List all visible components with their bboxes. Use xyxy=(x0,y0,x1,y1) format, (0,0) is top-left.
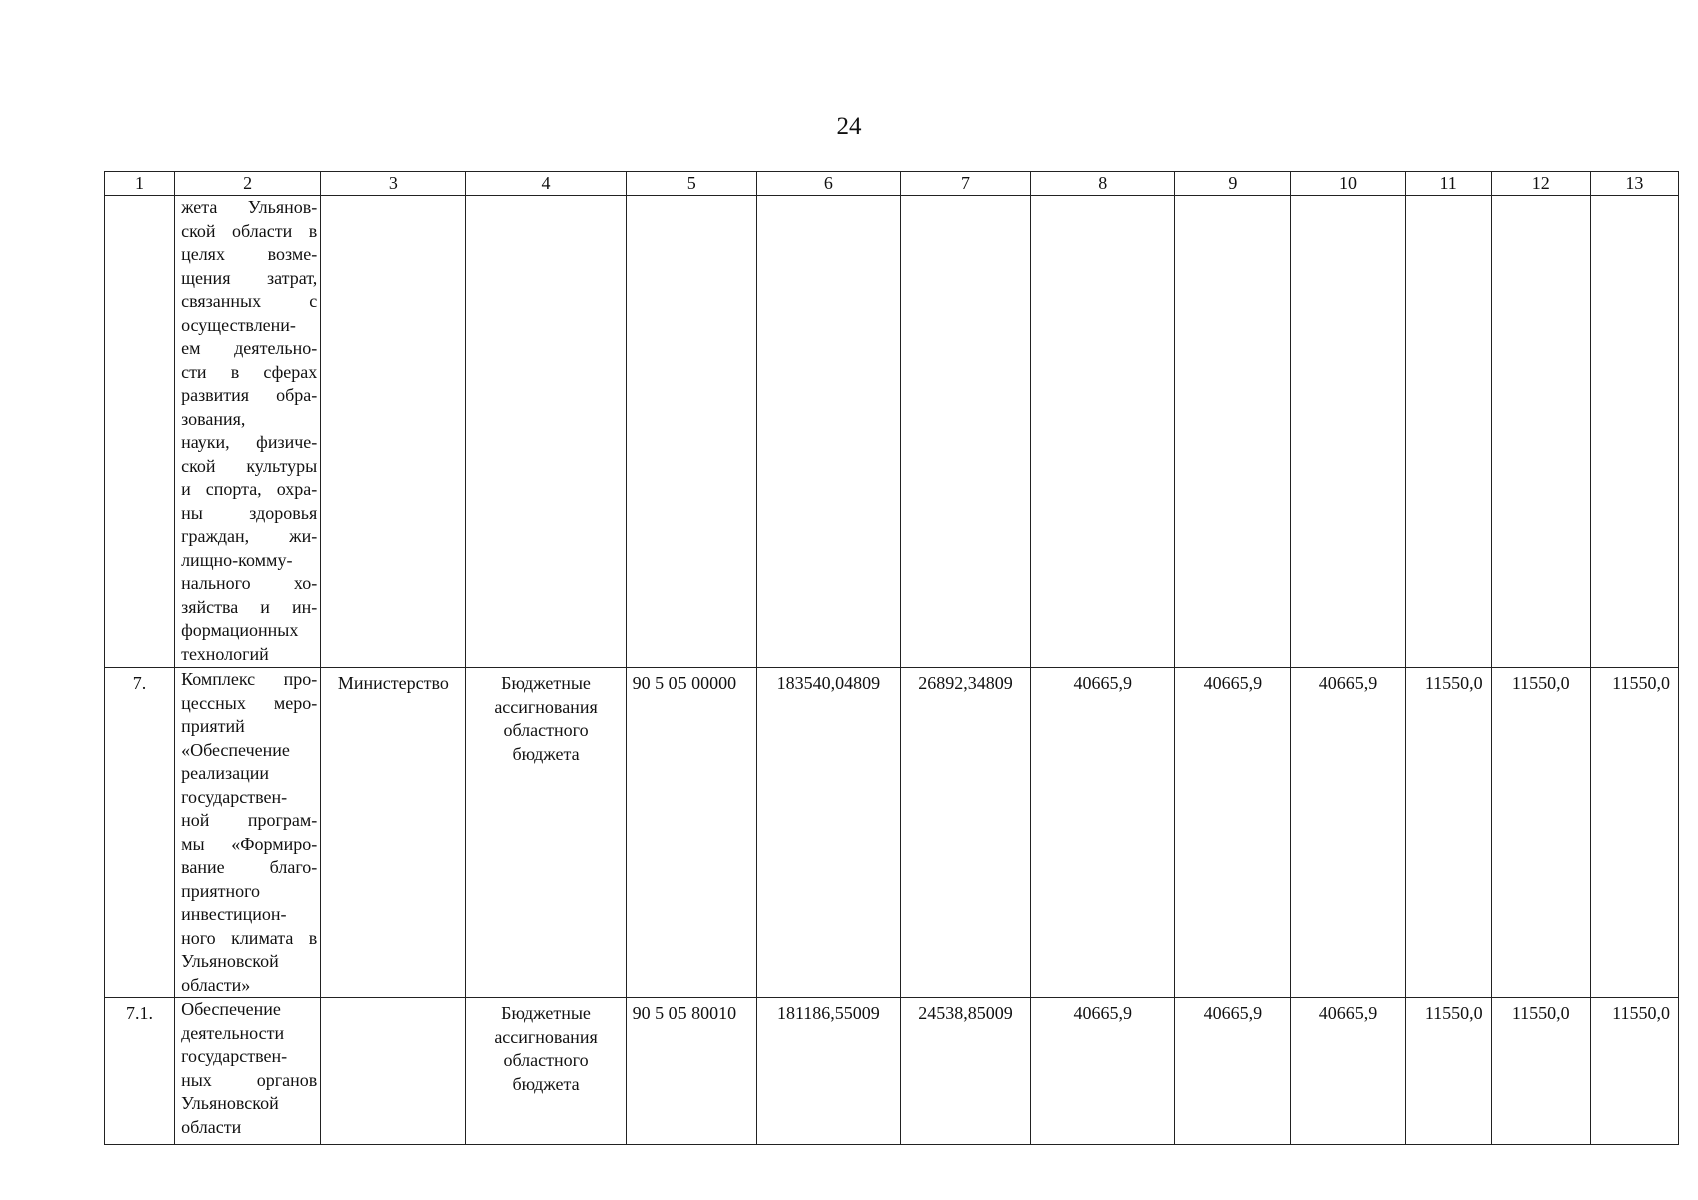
year-amount: 40665,9 xyxy=(1291,998,1405,1145)
text-line: мы «Формиро- xyxy=(181,833,318,854)
text-line: Бюджетные xyxy=(501,673,591,693)
text-line: ного климата в xyxy=(181,927,318,948)
year-amount: 24538,85009 xyxy=(900,998,1030,1145)
funding-source xyxy=(466,196,626,668)
text-line: областного xyxy=(503,720,589,740)
text-line: ной програм- xyxy=(181,810,318,830)
column-header: 9 xyxy=(1175,172,1291,196)
text-line: осуществлени- xyxy=(181,314,296,335)
page-number: 24 xyxy=(836,113,862,140)
text-line: науки, физиче- xyxy=(181,432,318,452)
column-header: 3 xyxy=(321,172,466,196)
year-amount xyxy=(1031,196,1175,668)
text-line: ем деятельно- xyxy=(181,338,318,358)
year-amount: 11550,0 xyxy=(1405,998,1491,1145)
text-line: лищно-комму- xyxy=(181,549,293,570)
column-header: 4 xyxy=(466,172,626,196)
text-line: области» xyxy=(181,974,251,995)
text-line: щения затрат, xyxy=(181,267,318,288)
year-amount xyxy=(1291,196,1405,668)
text-line: цессных меро- xyxy=(181,692,318,713)
text-line: нального хо- xyxy=(181,573,318,593)
text-line: Бюджетные xyxy=(501,1003,591,1023)
text-line: Ульяновской xyxy=(181,951,279,971)
row-number: 7.1. xyxy=(105,998,175,1145)
text-line: бюджета xyxy=(512,1073,580,1094)
column-header: 6 xyxy=(756,172,900,196)
column-header: 13 xyxy=(1590,172,1678,196)
text-line: приятий xyxy=(181,716,245,736)
text-line: и спорта, охра- xyxy=(181,479,318,499)
text-line: зяйства и ин- xyxy=(181,596,318,617)
column-header: 7 xyxy=(900,172,1030,196)
total-amount xyxy=(756,196,900,668)
text-line: развития обра- xyxy=(181,385,318,405)
table-row xyxy=(105,196,1679,668)
text-line: Обеспечение xyxy=(181,999,281,1019)
year-amount: 40665,9 xyxy=(1175,668,1291,998)
text-line: ской культуры xyxy=(181,455,318,476)
text-line: «Обеспечение xyxy=(181,739,290,760)
responsible-executor: Министерство xyxy=(321,668,466,998)
text-line: зования, xyxy=(181,408,246,429)
year-amount: 26892,34809 xyxy=(900,668,1030,998)
year-amount: 11550,0 xyxy=(1491,998,1590,1145)
row-number: 7. xyxy=(105,668,175,998)
item-name xyxy=(175,196,321,668)
column-header: 8 xyxy=(1031,172,1175,196)
text-line: Ульяновской xyxy=(181,1093,279,1113)
total-amount: 181186,55009 xyxy=(756,998,900,1145)
year-amount: 11550,0 xyxy=(1590,668,1678,998)
text-line: бюджета xyxy=(512,743,580,764)
year-amount: 40665,9 xyxy=(1031,998,1175,1145)
text-line: ской области в xyxy=(181,220,318,241)
budget-code: 90 5 05 00000 xyxy=(626,668,756,998)
year-amount: 11550,0 xyxy=(1405,668,1491,998)
text-line: государствен- xyxy=(181,786,288,807)
text-line: ассигнования xyxy=(494,1026,598,1047)
text-line: реализации xyxy=(181,763,270,783)
text-line: ассигнования xyxy=(494,696,598,717)
text-line: приятного xyxy=(181,880,261,901)
row-number xyxy=(105,196,175,668)
year-amount: 11550,0 xyxy=(1590,998,1678,1145)
year-amount: 40665,9 xyxy=(1031,668,1175,998)
total-amount: 183540,04809 xyxy=(756,668,900,998)
text-line: связанных с xyxy=(181,291,318,311)
column-number-row xyxy=(105,172,1679,196)
year-amount xyxy=(1175,196,1291,668)
text-line: вание благо- xyxy=(181,857,318,877)
text-line: граждан, жи- xyxy=(181,526,318,546)
year-amount xyxy=(1491,196,1590,668)
text-line: технологий xyxy=(181,643,269,664)
year-amount: 40665,9 xyxy=(1175,998,1291,1145)
budget-code: 90 5 05 80010 xyxy=(626,998,756,1145)
column-header: 11 xyxy=(1405,172,1491,196)
budget-table xyxy=(104,171,1679,1145)
text-line: области xyxy=(181,1116,242,1137)
budget-code xyxy=(626,196,756,668)
text-line: жета Ульянов- xyxy=(181,197,318,217)
text-line: сти в сферах xyxy=(181,361,318,382)
text-line: формационных xyxy=(181,620,299,640)
column-header: 12 xyxy=(1491,172,1590,196)
text-line: Комплекс про- xyxy=(181,669,318,689)
text-line: целях возме- xyxy=(181,244,318,264)
responsible-executor xyxy=(321,998,466,1145)
year-amount: 11550,0 xyxy=(1491,668,1590,998)
funding-source xyxy=(466,998,626,1145)
text-line: ных органов xyxy=(181,1069,318,1090)
responsible-executor xyxy=(321,196,466,668)
table-row xyxy=(105,998,1679,1145)
text-line: областного xyxy=(503,1050,589,1070)
text-line: государствен- xyxy=(181,1046,288,1066)
text-line: инвестицион- xyxy=(181,904,287,924)
year-amount xyxy=(1590,196,1678,668)
item-name xyxy=(175,998,321,1145)
text-line: деятельности xyxy=(181,1022,285,1043)
column-header: 5 xyxy=(626,172,756,196)
year-amount xyxy=(1405,196,1491,668)
column-header: 2 xyxy=(175,172,321,196)
text-line: ны здоровья xyxy=(181,502,318,523)
table-row xyxy=(105,668,1679,998)
column-header: 1 xyxy=(105,172,175,196)
column-header: 10 xyxy=(1291,172,1405,196)
funding-source xyxy=(466,668,626,998)
item-name xyxy=(175,668,321,998)
year-amount: 40665,9 xyxy=(1291,668,1405,998)
year-amount xyxy=(900,196,1030,668)
